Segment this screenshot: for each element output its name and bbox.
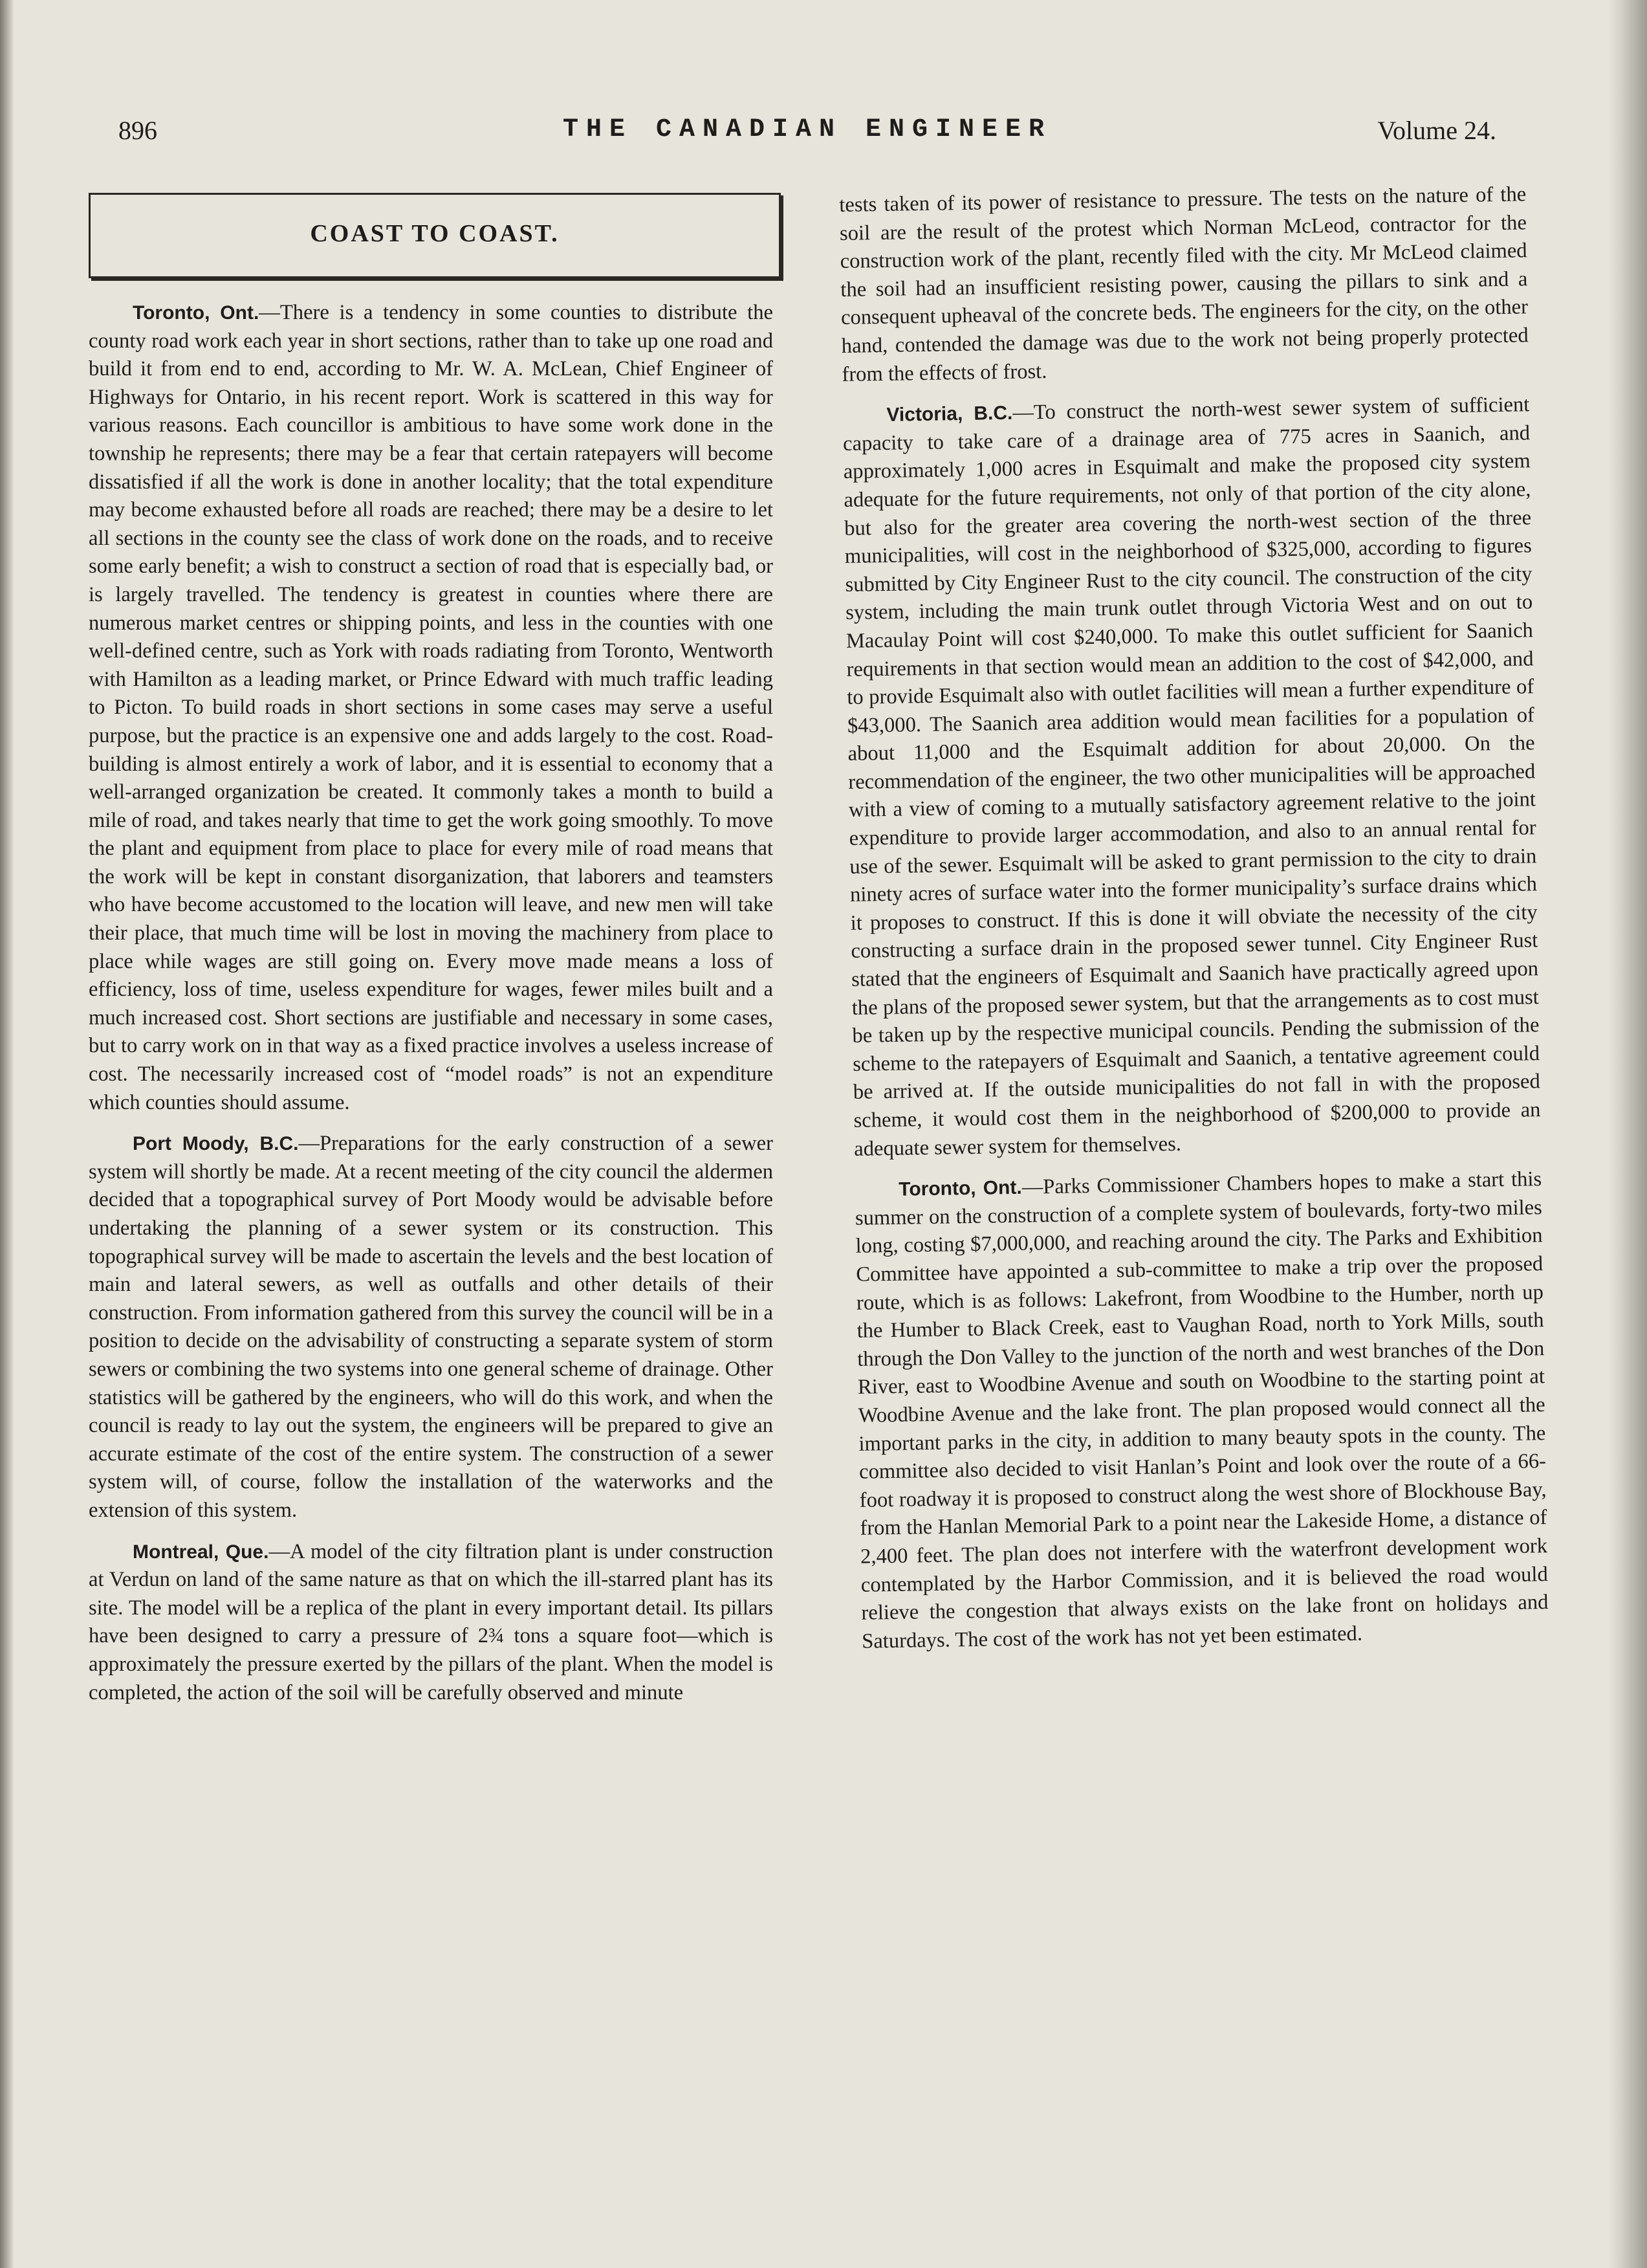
article-text: tests taken of its power of resistance to pressure. The tests on the nature of the soil are the result of the protest which Norman McLeod, contractor for the construction work of the plant, recently filed with the city. Mr McLeod claimed the soil had an insufficient resisting power, causing the pillars to sink and a consequent upheaval of the concrete beds. The engineers for the city, on the other hand, contended the damage was due to the work not being properly protected from the effects of frost.	[839, 182, 1529, 386]
article-place: Port Moody, B.C.	[133, 1133, 299, 1155]
article-text: —A model of the city filtration plant is under construction at Verdun on land of the same nature as that on which the ill-starred plant has its site. The model will be a replica of the plant in every important detail. Its pillars have been designed to carry a pressure of 2¾ tons a square foot—which is approximately the pressure exerted by the pillars of the plant. When the model is completed, the action of the soil will be carefully observed and minute	[89, 1539, 773, 1704]
left-column	[89, 299, 773, 1720]
scan-edge-left	[0, 0, 14, 2268]
article-montreal	[89, 1538, 773, 1708]
article-port-moody	[89, 1130, 773, 1525]
article-text: —To construct the north-west sewer system of sufficient capacity to take care of a drainage area of 775 acres in Saanich, and approximately 1,000 acres in Esquimalt and make the proposed city system adequate for the future requirements, not only of that portion of the city alone, but also for the greater area covering the north-west section of the three municipalities, will cost in the neighborhood of $325,000, according to figures submitted by City Engineer Rust to the city council. The construction of the city system, including the main trunk outlet through Victoria West and on out to Macaulay Point will cost $240,000. To make this outlet sufficient for Saanich requirements in that section would mean an addition to the cost of $42,000, and to provide Esquimalt also with outlet facilities will mean a further expenditure of $43,000. The Saanich area addition would mean facilities for a population of about 11,000 and the Esquimalt addition for about 20,000. On the recommendation of the engineer, the two other municipalities will be approached with a view of coming to a mutually satisfactory agreement relative to the joint expenditure to provide larger accommodation, and also to an annual rental for use of the sewer. Esquimalt will be asked to grant permission to the city to drain ninety acres of surface water into the former municipality’s surface drains which it proposes to construct. If this is done it will obviate the necessity of the city constructing a surface drain in the proposed sewer tunnel. City Engineer Rust stated that the engineers of Esquimalt and Saanich have practically agreed upon the plans of the proposed sewer system, but that the arrangements as to cost must be taken up by the respective municipal councils. Pending the submission of the scheme to the ratepayers of Esquimalt and Saanich, a tentative agreement could be arrived at. If the outside municipalities do not fall in with the proposed scheme, it would cost them in the neighborhood of $200,000 to provide an adequate sewer system for themselves.	[842, 393, 1541, 1161]
article-montreal-continued	[839, 181, 1529, 389]
journal-title: THE CANADIAN ENGINEER	[562, 115, 1053, 144]
article-toronto-roads	[89, 299, 773, 1117]
page-header	[118, 115, 1496, 154]
section-title: COAST TO COAST.	[310, 220, 560, 247]
article-victoria	[842, 391, 1541, 1163]
article-text: —There is a tendency in some counties to distribute the county road work each year in short sections, rather than to take up one road and build it from end to end, according to Mr. W. A. McLean, Chief Engineer of Highways for Ontario, in his recent report. Work is scattered in this way for various reasons. Each councillor is ambitious to have some work done in the township he represents; there may be a fear that certain ratepayers will become dissatisfied if all the work is done in another locality; that the total expenditure may become exhausted before all roads are reached; there may be a desire to let all sections in the county see the class of work done on the roads, and to receive some early benefit; a wish to construct a section of road that is especially bad, or is largely travelled. The tendency is greatest in counties where there are numerous market centres or shipping points, and less in the counties with one well-defined centre, such as York with roads radiating from Toronto, Wentworth with Hamilton as a leading market, or Prince Edward with much traffic leading to Picton. To build roads in short sections in some cases may serve a useful purpose, but the practice is an expensive one and adds largely to the cost. Road-building is almost entirely a work of labor, and it is essential to economy that a well-arranged organization be created. It commonly takes a month to build a mile of road, and takes nearly that time to get the work going smoothly. To move the plant and equipment from place to place for every mile of road means that the work will be kept in constant disorganization, that laborers and teamsters who have become accustomed to the location will leave, and new men will take their place, that much time will be lost in moving the machinery from place to place while wages are still going on. Every move made means a loss of efficiency, loss of time, useless expenditure for wages, fewer miles built and a much increased cost. Short sections are justifiable and necessary in some cases, but to carry work on in that way as a fixed practice involves a useless increase of cost. The necessarily increased cost of “model roads” is not an expenditure which counties should assume.	[89, 301, 773, 1114]
article-text: —Parks Commissioner Chambers hopes to make a start this summer on the construction of a complete system of boulevards, forty-two miles long, costing $7,000,000, and reaching around the city. The Parks and Exhibition Committee have appointed a sub-committee to make a trip over the proposed route, which is as follows: Lakefront, from Woodbine to the Humber, north up the Humber to Black Creek, east to Vaughan Road, north to York Mills, south through the Don Valley to the junction of the north and west branches of the Don River, east to Woodbine Avenue and south on Woodbine to the starting point at Woodbine Avenue and the lake front. The plan proposed would connect all the important parks in the city, in addition to many beauty spots in the county. The committee also decided to visit Hanlan’s Point and look over the route of a 66-foot roadway it is proposed to construct along the west shore of Blockhouse Bay, from the Hanlan Memorial Park to a point near the Lakeside Home, a distance of 2,400 feet. The plan does not interfere with the waterfront development work contemplated by the Harbor Commission, and it is believed the road would relieve the congestion that always exists on the lake front on holidays and Saturdays. The cost of the work has not yet been estimated.	[855, 1167, 1549, 1653]
article-place: Toronto, Ont.	[133, 302, 259, 324]
volume-label: Volume 24.	[1377, 116, 1496, 145]
article-place: Toronto, Ont.	[898, 1176, 1022, 1200]
right-column	[839, 181, 1549, 1669]
scan-edge-right	[1608, 0, 1647, 2268]
article-place: Victoria, B.C.	[886, 402, 1013, 426]
page-number: 896	[118, 116, 157, 145]
article-text: —Preparations for the early construction of a sewer system will shortly be made. At a recent meeting of the city council the aldermen decided that a topographical survey of Port Moody would be advisable before undertaking the planning of a sewer system or its construction. This topographical survey will be made to ascertain the levels and the best location of main and lateral sewers, as well as outfalls and other details of their construction. From information gathered from this survey the council will be in a position to decide on the advisability of constructing a separate system of storm sewers or combining the two systems into one general scheme of drainage. Other statistics will be gathered by the engineers, who will do this work, and when the council is ready to lay out the system, the engineers will be prepared to give an accurate estimate of the cost of the entire system. The construction of a sewer system will, of course, follow the installation of the waterworks and the extension of this system.	[89, 1132, 773, 1522]
article-toronto-boulevards	[855, 1165, 1549, 1656]
article-place: Montreal, Que.	[133, 1541, 269, 1563]
section-title-box	[89, 193, 781, 278]
